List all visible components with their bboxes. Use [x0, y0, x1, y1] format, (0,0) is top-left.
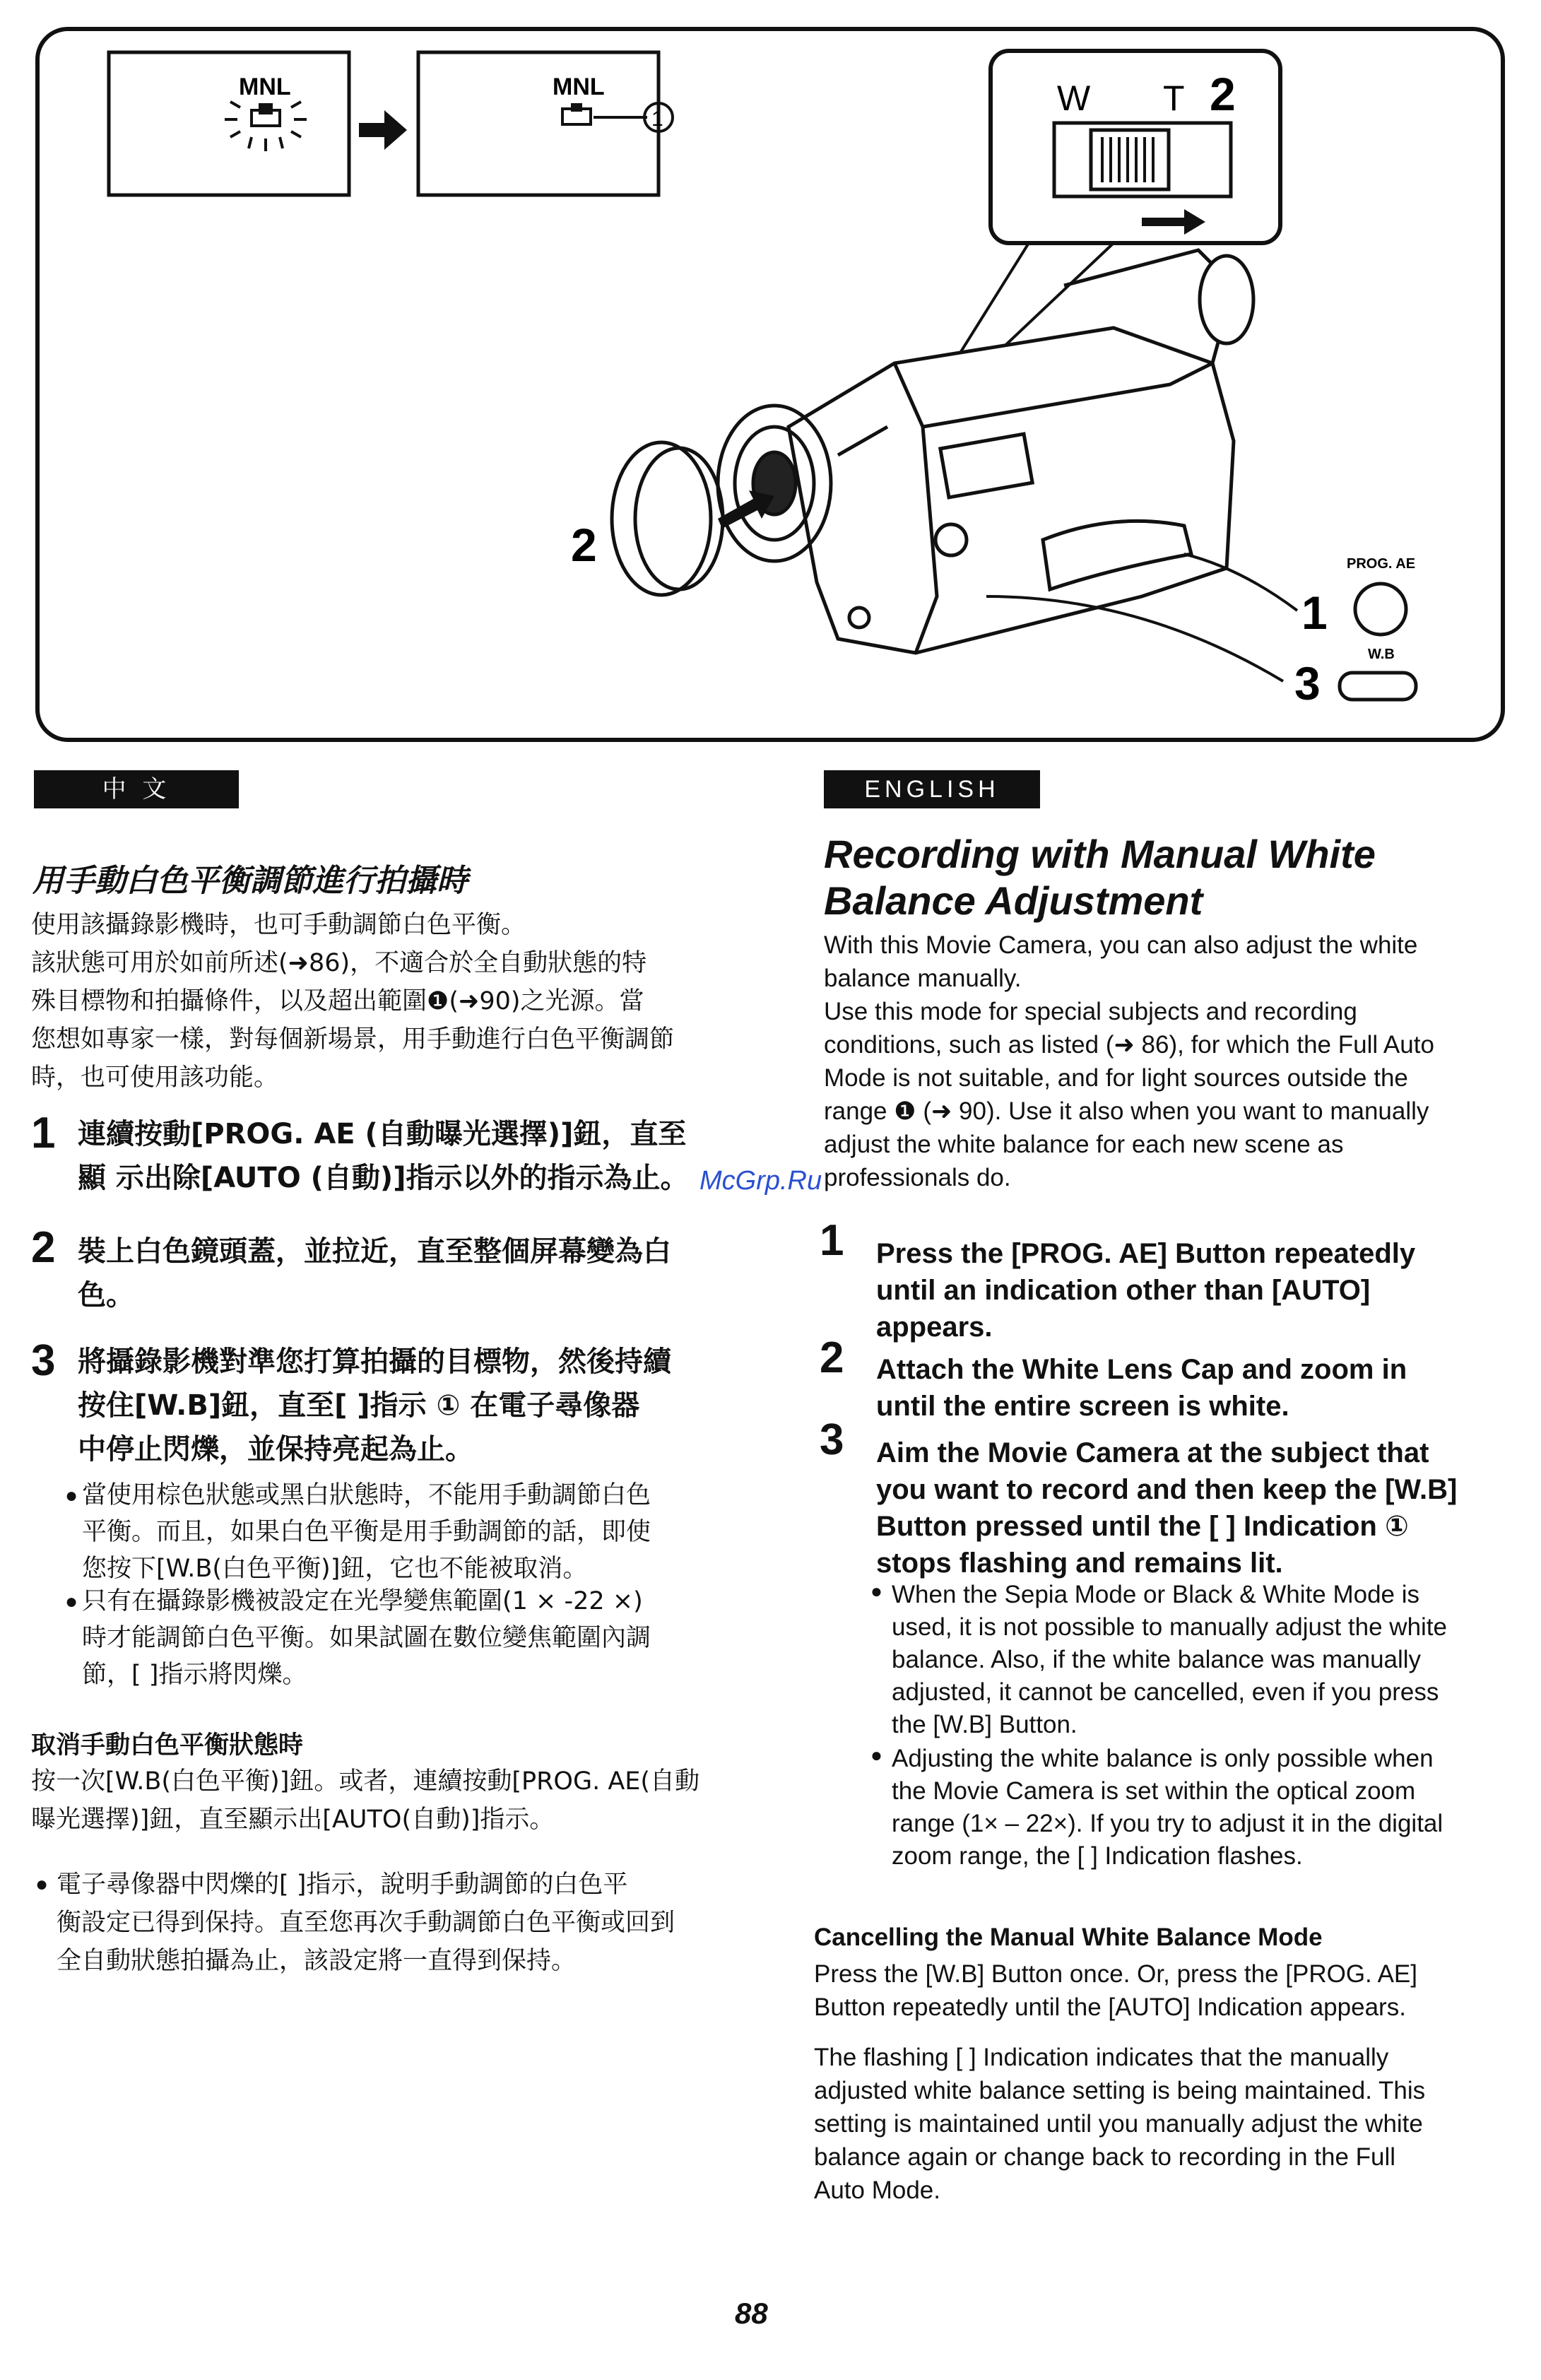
callout-2-left: 2: [571, 519, 597, 571]
language-tab-english: ENGLISH: [824, 770, 1040, 808]
zh-step-line: 連續按動[PROG. AE (自動曝光選擇)]鈕，直至: [78, 1118, 687, 1150]
en-bullet-line: range (1× – 22×). If you try to adjust it in the digital: [892, 1810, 1443, 1837]
en-step-line: until an indication other than [AUTO]: [876, 1275, 1371, 1306]
bullet-dot-icon: ●: [65, 1484, 78, 1507]
bullet-dot-icon: ●: [35, 1873, 49, 1896]
en-step-line: Attach the White Lens Cap and zoom in: [876, 1354, 1407, 1385]
en-bullet-2: [892, 1743, 1513, 1873]
en-note-line: balance again or change back to recording in the Full: [814, 2143, 1396, 2171]
en-note-line: adjusted white balance setting is being maintained. This: [814, 2077, 1426, 2104]
zh-step-3-number: 3: [31, 1336, 56, 1385]
zh-heading: 用手動白色平衡調節進行拍攝時: [33, 863, 468, 899]
en-intro: [824, 929, 1516, 1194]
camera-illustration: [40, 31, 1509, 746]
zh-cancel-text: [31, 1762, 709, 1839]
arrow-right-icon: [359, 110, 407, 150]
wb-button-icon: [1340, 673, 1416, 700]
en-note: [814, 2041, 1513, 2207]
steady-wb-icon: [562, 103, 591, 124]
en-bullet-line: adjusted, it cannot be cancelled, even if you press: [892, 1678, 1439, 1706]
en-step-line: stops flashing and remains lit.: [876, 1548, 1283, 1579]
en-cancel-line: Press the [W.B] Button once. Or, press the [PROG. AE]: [814, 1960, 1417, 1988]
zh-step-3-text: [78, 1340, 714, 1471]
zh-cancel-heading: 取消手動白色平衡狀態時: [31, 1731, 304, 1760]
prog-ae-button-icon: [1355, 584, 1406, 635]
zh-bullet-line: 只有在攝錄影機被設定在光學變焦範圍(1 × -22 ×): [82, 1587, 643, 1615]
bullet-dot-icon: ●: [870, 1744, 882, 1766]
zh-step-1-text: [78, 1112, 714, 1200]
zh-note-line: 全自動狀態拍攝為止，該設定將一直得到保持。: [57, 1947, 577, 1975]
en-intro-line: Mode is not suitable, and for light sources outside the: [824, 1064, 1408, 1092]
en-bullet-line: the [W.B] Button.: [892, 1711, 1077, 1738]
en-note-line: The flashing [ ] Indication indicates that the manually: [814, 2044, 1389, 2071]
en-step-line: Press the [PROG. AE] Button repeatedly: [876, 1238, 1416, 1269]
en-bullet-line: Adjusting the white balance is only possible when: [892, 1745, 1434, 1772]
en-step-line: appears.: [876, 1312, 993, 1343]
zoom-t-label: T: [1163, 78, 1185, 118]
en-step-2-text: [876, 1351, 1512, 1425]
lcd-display-steady: [418, 52, 659, 195]
en-step-3-number: 3: [820, 1415, 844, 1464]
lcd-display-flashing: [109, 52, 349, 195]
zh-step-line: 按住[W.B]鈕，直至[ ]指示 ① 在電子尋像器: [78, 1389, 640, 1422]
language-tab-chinese: 中 文: [34, 770, 239, 808]
zh-intro: [31, 906, 709, 1097]
zh-note-line: 電子尋像器中閃爍的[ ]指示，說明手動調節的白色平: [57, 1871, 628, 1899]
watermark: McGrp.Ru: [699, 1166, 822, 1196]
en-step-line: Button pressed until the [ ] Indication ①: [876, 1511, 1409, 1542]
white-lens-cap: [612, 442, 723, 595]
zh-cancel-line: 曝光選擇)]鈕，直至顯示出[AUTO(自動)]指示。: [31, 1805, 555, 1834]
zh-step-line: 色。: [78, 1279, 134, 1312]
lcd2-mnl-text: MNL: [553, 73, 605, 100]
lcd1-mnl-text: MNL: [239, 73, 291, 100]
en-bullet-line: the Movie Camera is set within the optical zoom: [892, 1777, 1416, 1805]
en-note-line: setting is maintained until you manually adjust the white: [814, 2110, 1423, 2138]
zh-step-line: 將攝錄影機對準您打算拍攝的目標物，然後持續: [78, 1345, 671, 1378]
en-intro-line: With this Movie Camera, you can also adjust the white: [824, 931, 1418, 959]
zh-bullet-1: [82, 1477, 718, 1587]
callout-1: 1: [1301, 587, 1328, 639]
callout-2-top: 2: [1210, 68, 1236, 120]
en-heading-line: Balance Adjustment: [824, 878, 1203, 923]
bullet-dot-icon: ●: [65, 1590, 78, 1613]
zh-cancel-line: 按一次[W.B(白色平衡)]鈕。或者，連續按動[PROG. AE(自動: [31, 1767, 700, 1796]
zh-bullet-line: 平衡。而且，如果白色平衡是用手動調節的話，即使: [82, 1518, 651, 1546]
zh-bullet-line: 當使用棕色狀態或黑白狀態時，不能用手動調節白色: [82, 1481, 651, 1509]
bullet-dot-icon: ●: [870, 1580, 882, 1602]
en-step-line: Aim the Movie Camera at the subject that: [876, 1437, 1429, 1468]
en-intro-line: Use this mode for special subjects and recording: [824, 998, 1357, 1025]
en-bullet-1: [892, 1579, 1513, 1741]
en-heading-line: Recording with Manual White: [824, 832, 1376, 876]
zh-bullet-line: 您按下[W.B(白色平衡)]鈕，它也不能被取消。: [82, 1555, 588, 1583]
svg-text:1: 1: [651, 107, 663, 131]
en-bullet-line: balance. Also, if the white balance was manually: [892, 1646, 1422, 1673]
zh-step-2-text: [78, 1230, 714, 1317]
zh-step-line: 裝上白色鏡頭蓋，並拉近，直至整個屏幕變為白: [78, 1235, 671, 1268]
zh-step-line: 顯 示出除[AUTO (自動)]指示以外的指示為止。: [78, 1162, 689, 1194]
en-step-line: until the entire screen is white.: [876, 1391, 1289, 1422]
zh-note: [57, 1866, 714, 1980]
en-intro-line: range ❶ (➜ 90). Use it also when you want to manually: [824, 1097, 1429, 1125]
zh-step-2-number: 2: [31, 1223, 56, 1272]
zh-intro-line: 使用該攝錄影機時，也可手動調節白色平衡。: [31, 911, 526, 939]
zoom-w-label: W: [1057, 78, 1091, 118]
en-bullet-line: When the Sepia Mode or Black & White Mode is: [892, 1581, 1420, 1608]
flashing-wb-icon: [225, 102, 307, 151]
en-step-3-text: [876, 1435, 1512, 1581]
zh-bullet-line: 時才能調節白色平衡。如果試圖在數位變焦範圍內調: [82, 1624, 651, 1652]
zh-note-line: 衡設定已得到保持。直至您再次手動調節白色平衡或回到: [57, 1909, 675, 1937]
zh-step-1-number: 1: [31, 1109, 56, 1157]
zh-intro-line: 該狀態可用於如前所述(➜86)，不適合於全自動狀態的特: [31, 949, 647, 977]
en-bullet-line: zoom range, the [ ] Indication flashes.: [892, 1842, 1303, 1870]
wb-label: W.B: [1368, 647, 1395, 662]
en-cancel-heading: Cancelling the Manual White Balance Mode: [814, 1924, 1323, 1951]
en-intro-line: conditions, such as listed (➜ 86), for which the Full Auto: [824, 1031, 1434, 1059]
zh-intro-line: 您想如專家一樣，對每個新場景，用手動進行白色平衡調節: [31, 1025, 675, 1054]
illustration-panel: [35, 27, 1505, 742]
en-step-2-number: 2: [820, 1333, 844, 1382]
callout-3: 3: [1294, 657, 1321, 709]
prog-ae-label: PROG. AE: [1347, 556, 1416, 572]
en-step-line: you want to record and then keep the [W.B]: [876, 1474, 1458, 1505]
en-step-1-number: 1: [820, 1216, 844, 1265]
page-number: 88: [735, 2297, 768, 2330]
en-step-1-text: [876, 1235, 1512, 1345]
en-intro-line: professionals do.: [824, 1164, 1011, 1191]
zh-bullet-2: [82, 1583, 718, 1693]
zh-bullet-line: 節，[ ]指示將閃爍。: [82, 1661, 307, 1689]
en-intro-line: balance manually.: [824, 965, 1022, 992]
en-bullet-line: used, it is not possible to manually adjust the white: [892, 1613, 1447, 1641]
zh-step-line: 中停止閃爍，並保持亮起為止。: [78, 1433, 473, 1466]
en-intro-line: adjust the white balance for each new scene as: [824, 1131, 1344, 1158]
zh-intro-line: 殊目標物和拍攝條件，以及超出範圍❶(➜90)之光源。當: [31, 987, 644, 1015]
zh-intro-line: 時，也可使用該功能。: [31, 1064, 279, 1092]
en-note-line: Auto Mode.: [814, 2176, 940, 2204]
en-heading: [824, 831, 1502, 924]
en-cancel-line: Button repeatedly until the [AUTO] Indication appears.: [814, 1993, 1406, 2021]
en-cancel-text: [814, 1957, 1513, 2024]
